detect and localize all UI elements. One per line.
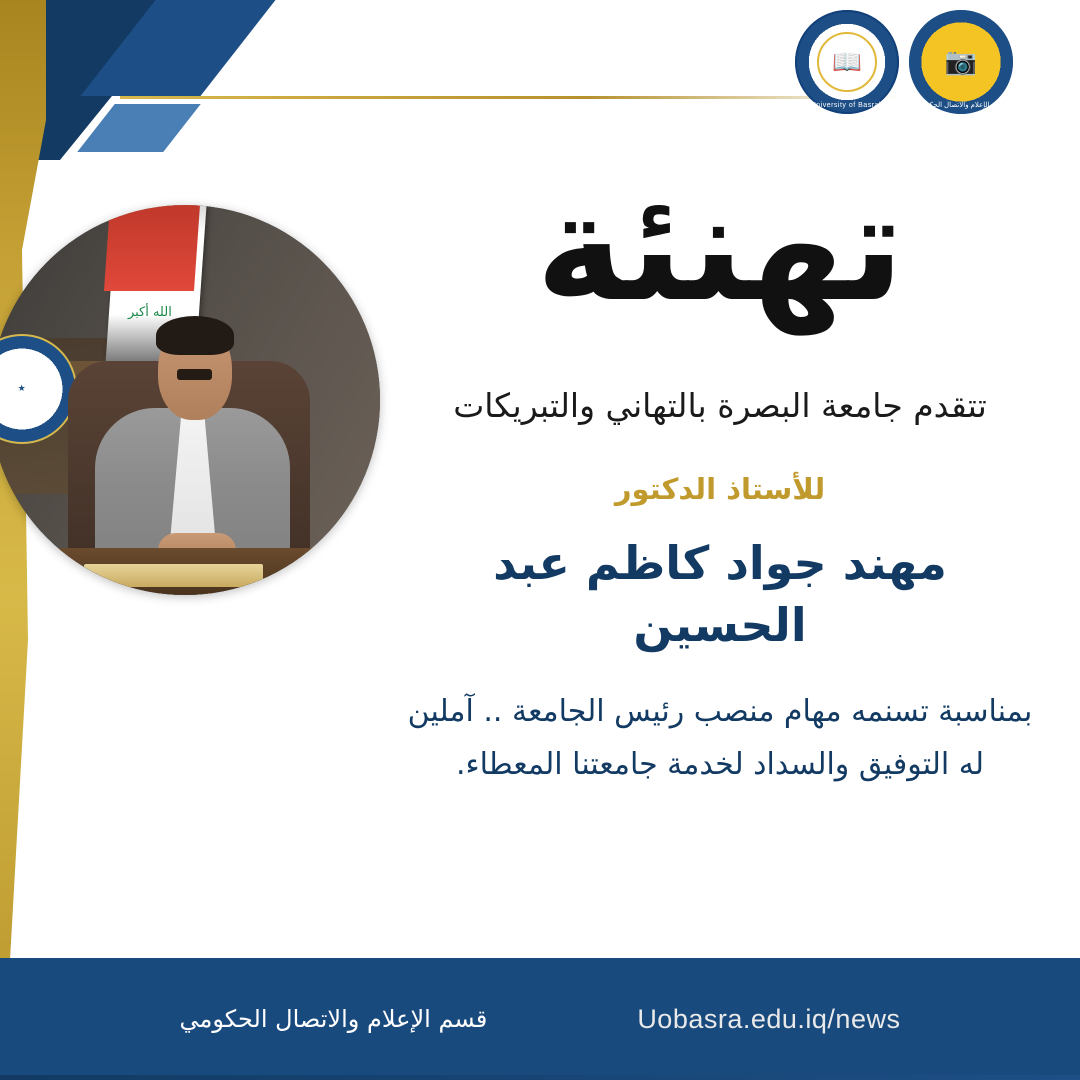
portrait-nameplate [84,564,263,587]
person-name: مهند جواد كاظم عبد الحسين [493,536,947,653]
portrait-hair [156,316,234,355]
poster-content [400,150,1040,791]
camera-palm-icon: 📷 [932,33,990,91]
footer-accent-line [0,1075,1080,1080]
footer-bar [0,958,1080,1080]
wall-university-seal-icon: ★ [0,334,77,444]
media-department-logo-icon [909,10,1013,114]
media-logo-caption: قسم الإعلام والاتصال الحكومي [916,102,1006,109]
portrait-photo [0,205,380,595]
page-title: تهنئة [535,161,905,335]
gold-hairline-divider [120,96,900,99]
honorific-line: للأستاذ الدكتور [614,472,826,507]
footer-website-url[interactable]: Uobasra.edu.iq/news [637,1003,901,1034]
flag-text: الله أكبر [127,305,172,321]
university-logo-caption: University of Basrah [810,102,884,109]
iraq-flag-red-stripe [104,205,200,291]
footer-department-name: قسم الإعلام والاتصال الحكومي [179,1005,488,1033]
intro-line: تتقدم جامعة البصرة بالتهاني والتبريكات [453,385,987,425]
occasion-text: بمناسبة تسنمه مهام منصب رئيس الجامعة .. آملين له التوفيق والسداد لخدمة جامعتنا المعطاء. [407,694,1033,782]
logo-group [795,10,1013,114]
university-of-basrah-logo-icon [795,10,899,114]
portrait-moustache [177,369,212,381]
book-palm-icon: 📖 [817,32,877,92]
